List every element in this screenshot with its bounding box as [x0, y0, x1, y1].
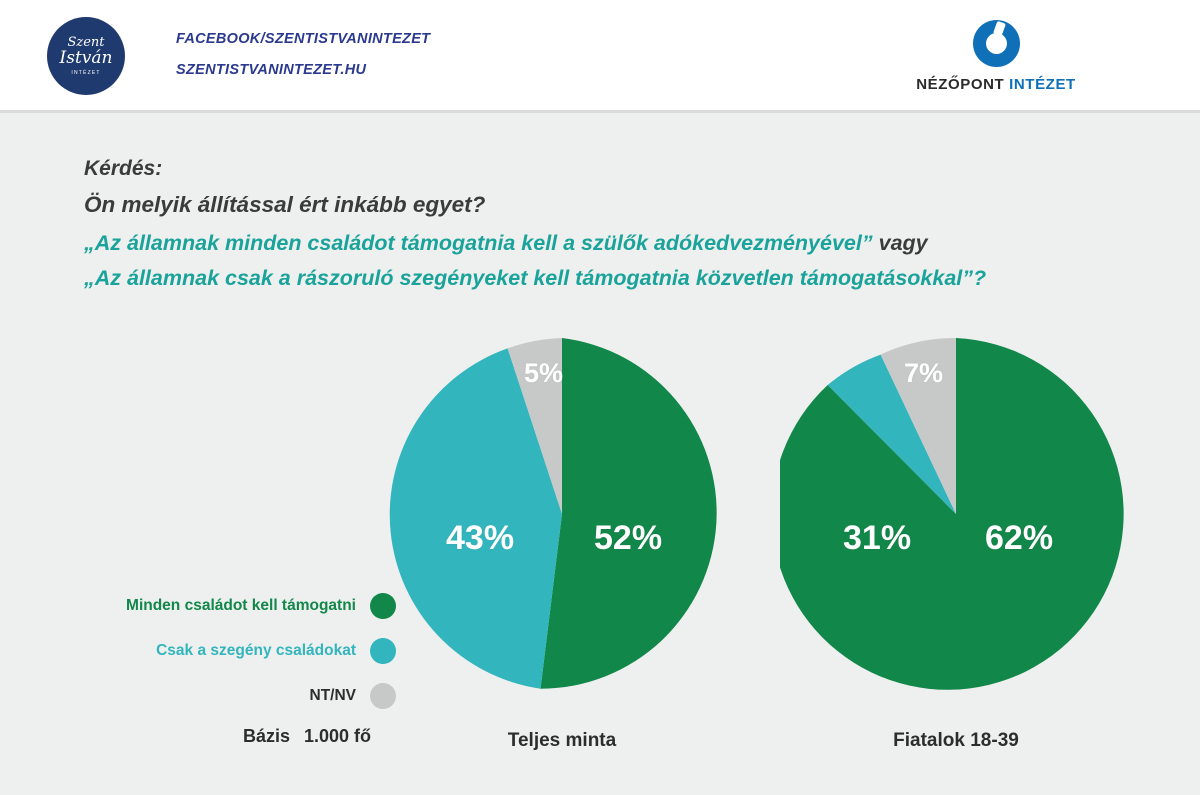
legend-label-nt-nv: NT/NV [309, 687, 356, 704]
legend-label-minden-csaladot: Minden családot kell támogatni [126, 597, 356, 614]
question-prefix: Kérdés: [84, 157, 163, 180]
website-label: SZENTISTVANINTEZET.HU [176, 61, 367, 78]
chart-caption-fiatalok: Fiatalok 18-39 [893, 730, 1019, 751]
facebook-path: /SZENTISTVANINTEZET [260, 31, 431, 47]
pie-label-fiatalok-grey: 7% [904, 358, 944, 388]
facebook-label: FACEBOOK [176, 31, 261, 47]
nezopont-intezet-logo [886, 20, 1106, 93]
nezopont-wordmark [886, 76, 1106, 93]
basis-value: 1.000 fő [304, 726, 372, 746]
chart-caption-teljes-minta: Teljes minta [507, 730, 617, 751]
pie-chart-fiatalok [780, 338, 1132, 690]
legend-swatch-szegeny-csaladok [370, 638, 396, 664]
basis-label: Bázis [242, 726, 290, 746]
pie-svg-teljes-minta [386, 338, 738, 690]
question-text: Ön melyik állítással ért inkább egyet? [84, 192, 486, 217]
pie-chart-teljes-minta [386, 338, 738, 690]
nezopont-mark-icon [973, 20, 1020, 67]
pie-slice-minden-csaladot [541, 338, 717, 689]
social-links [176, 32, 430, 77]
logo-line-2: István [59, 48, 113, 69]
question-option-b-text: „Az államnak csak a rászoruló szegényeket kell támogatnia közvetlen támogatásokkal”? [84, 266, 987, 290]
basis-row [56, 726, 396, 747]
legend-item-minden-csaladot [56, 588, 396, 624]
pie-label-teljes-minta-teal: 43% [446, 519, 515, 557]
pie-svg-fiatalok [780, 338, 1132, 690]
logo-line-3: INTÉZET [71, 70, 101, 77]
question-block [84, 158, 1144, 304]
question-option-a-text: „Az államnak minden családot támogatnia kell a szülők adókedvezményével” [84, 230, 873, 255]
legend-item-szegeny-csaladok [56, 633, 396, 669]
facebook-link[interactable] [176, 32, 430, 47]
nezopont-name-light: INTÉZET [1009, 76, 1076, 93]
page-header [0, 0, 1200, 110]
pie-label-teljes-minta-green: 52% [594, 519, 663, 557]
question-conjunction: vagy [878, 230, 928, 255]
question-option-a [84, 230, 1144, 255]
szent-istvan-intezet-logo [47, 17, 125, 95]
pie-label-teljes-minta-grey: 5% [524, 358, 564, 388]
pie-label-fiatalok-green: 62% [985, 519, 1054, 557]
legend-item-nt-nv [56, 678, 396, 714]
question-option-b [84, 268, 1144, 290]
legend-label-szegeny-csaladok: Csak a szegény családokat [156, 642, 356, 659]
legend-swatch-minden-csaladot [370, 593, 396, 619]
pie-label-fiatalok-teal: 31% [843, 519, 912, 557]
nezopont-name-bold: NÉZŐPONT [916, 76, 1005, 93]
legend-swatch-nt-nv [370, 683, 396, 709]
header-divider [0, 110, 1200, 113]
website-link[interactable] [176, 63, 430, 78]
logo-line-1: Szent [67, 34, 105, 50]
chart-legend [56, 588, 396, 747]
